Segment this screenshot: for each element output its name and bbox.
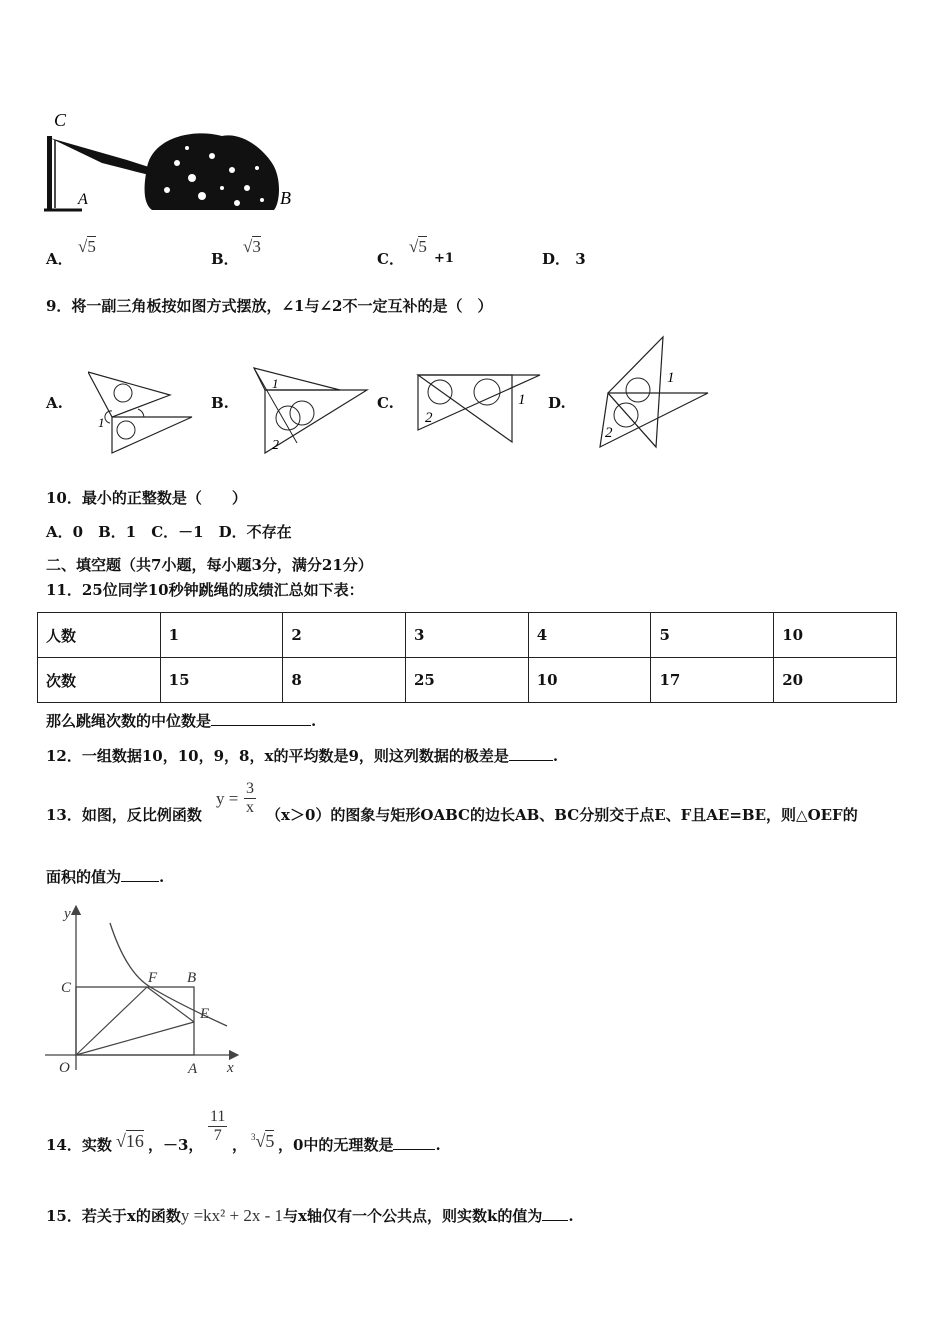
table-cell: 15: [160, 658, 283, 703]
svg-text:2: 2: [425, 410, 433, 426]
q10-options[interactable]: A．0 B．1 C．－1 D．不存在: [46, 523, 292, 541]
q15-suffix: 与x轴仅有一个公共点，则实数k的值为: [283, 1207, 543, 1225]
q14-frac-denominator: 7: [213, 1127, 222, 1144]
q15-prefix: 15．若关于x的函数: [46, 1207, 181, 1225]
svg-text:1: 1: [667, 370, 675, 386]
q14-sqrt16-value: 16: [125, 1131, 144, 1151]
q15-answer-blank[interactable]: [542, 1206, 568, 1221]
q14-frac-numerator: 11: [210, 1108, 226, 1125]
q9-option-b-label[interactable]: B.: [211, 394, 229, 412]
svg-text:O: O: [59, 1060, 70, 1076]
svg-text:1: 1: [272, 376, 279, 391]
q14-cbrt-value: 5: [265, 1131, 275, 1151]
q11-prompt: 那么跳绳次数的中位数是: [46, 712, 212, 730]
q9-figure-c[interactable]: [415, 370, 545, 462]
svg-text:C: C: [61, 980, 72, 996]
table-cell: 10: [528, 658, 651, 703]
q12-question: [46, 746, 558, 766]
table-cell: 2: [283, 613, 406, 658]
q14-suffix-line: [278, 1135, 441, 1155]
q11-table: [37, 612, 897, 703]
table-row: [38, 613, 897, 658]
svg-text:B: B: [187, 970, 197, 986]
table-cell: 4: [528, 613, 651, 658]
q13-func-lhs: y =: [216, 789, 239, 808]
table-cell: 8: [283, 658, 406, 703]
q9-question: 9．将一副三角板按如图方式摆放，∠1与∠2不一定互补的是（ ）: [46, 297, 493, 315]
svg-text:E: E: [200, 1006, 210, 1022]
q10-question: 10．最小的正整数是（ ）: [46, 489, 247, 507]
q8-label-c: C: [54, 110, 67, 130]
q14-cube-root: $^3$√5: [251, 1131, 275, 1151]
q9-option-c-label[interactable]: C.: [377, 394, 394, 412]
svg-text:2: 2: [605, 425, 613, 441]
table-cell: 17: [651, 658, 774, 703]
q9-option-a-label[interactable]: A.: [46, 394, 63, 412]
q14-sep1: ，－3，: [148, 1136, 204, 1154]
q14-answer-blank[interactable]: [393, 1135, 435, 1150]
q15-function: y =kx² + 2x - 1: [180, 1206, 284, 1225]
q13-prompt: 面积的值为: [46, 868, 122, 886]
q14-sqrt16: √16: [116, 1131, 144, 1151]
q11-answer-blank[interactable]: [211, 711, 311, 726]
q8-label-b: B: [280, 188, 291, 208]
q14-cbrt-index: 3: [251, 1132, 256, 1142]
svg-text:y: y: [64, 906, 71, 922]
q14-sep2: ，: [232, 1136, 248, 1154]
q12-text: 12．一组数据10，10，9，8，x的平均数是9，则这列数据的极差是: [46, 747, 509, 765]
q8-option-d-label: D．: [542, 250, 571, 268]
q11-period: .: [311, 712, 317, 730]
table-cell: 1: [160, 613, 283, 658]
q8-option-d-value: 3: [575, 250, 586, 268]
q8-option-b-label: B．: [211, 250, 239, 268]
q9-option-d-label[interactable]: D.: [548, 394, 566, 412]
q8-label-a: A: [78, 191, 88, 208]
q8-option-b-value: √3: [243, 237, 261, 256]
q8-option-c-suffix: +1: [434, 251, 454, 266]
q13-func-numerator: 3: [246, 780, 254, 797]
q11-question: 11．25位同学10秒钟跳绳的成绩汇总如下表：: [46, 581, 364, 599]
q8-tree-figure: [42, 108, 302, 218]
svg-text:1: 1: [98, 415, 105, 430]
q13-period: .: [159, 868, 165, 886]
q8-option-c-label: C．: [377, 250, 404, 268]
q8-option-a[interactable]: [46, 249, 73, 269]
table-header-cell: 人数: [38, 613, 161, 658]
q11-answer-line: [46, 711, 316, 731]
q13-prefix: 13．如图，反比例函数: [46, 806, 202, 824]
q8-option-c[interactable]: [377, 249, 404, 269]
svg-text:x: x: [227, 1060, 234, 1076]
q8-option-d[interactable]: [542, 249, 586, 269]
svg-text:1: 1: [518, 392, 526, 408]
table-cell: 3: [405, 613, 528, 658]
q8-option-b[interactable]: [211, 249, 239, 269]
table-cell: 20: [774, 658, 897, 703]
table-cell: 5: [651, 613, 774, 658]
q13-func-denominator: x: [246, 799, 254, 816]
q14-prefix: 14．实数: [46, 1136, 112, 1154]
q14-period: .: [435, 1136, 441, 1154]
section-heading: 二、填空题（共7小题，每小题3分，满分21分）: [46, 556, 373, 574]
q13-line2: [46, 867, 164, 887]
svg-text:2: 2: [272, 438, 279, 453]
q8-option-a-value: √5: [78, 237, 96, 256]
q9-figure-b[interactable]: [252, 365, 372, 457]
q8-option-c-value: √5: [409, 237, 427, 256]
q14-fraction: [208, 1108, 227, 1145]
svg-text:A: A: [188, 1061, 198, 1077]
q9-figure-d[interactable]: [598, 335, 713, 455]
q12-answer-blank[interactable]: [509, 746, 553, 761]
q9-figure-a[interactable]: [88, 365, 198, 457]
q8-option-a-label: A．: [46, 250, 73, 268]
svg-text:F: F: [148, 970, 158, 986]
table-header-cell: 次数: [38, 658, 161, 703]
table-cell: 10: [774, 613, 897, 658]
q13-graph-figure: [42, 900, 242, 1080]
table-row: [38, 658, 897, 703]
table-cell: 25: [405, 658, 528, 703]
q12-period: .: [552, 747, 559, 765]
q13-suffix: （x＞0）的图象与矩形OABC的边长AB、BC分别交于点E、F且AE=BE，则△OEF的: [266, 806, 858, 824]
q13-fraction: [244, 780, 256, 817]
q13-answer-blank[interactable]: [121, 867, 159, 882]
q15-question: [46, 1206, 574, 1226]
q14-suffix: ，0中的无理数是: [278, 1136, 394, 1154]
q15-period: .: [568, 1207, 574, 1225]
